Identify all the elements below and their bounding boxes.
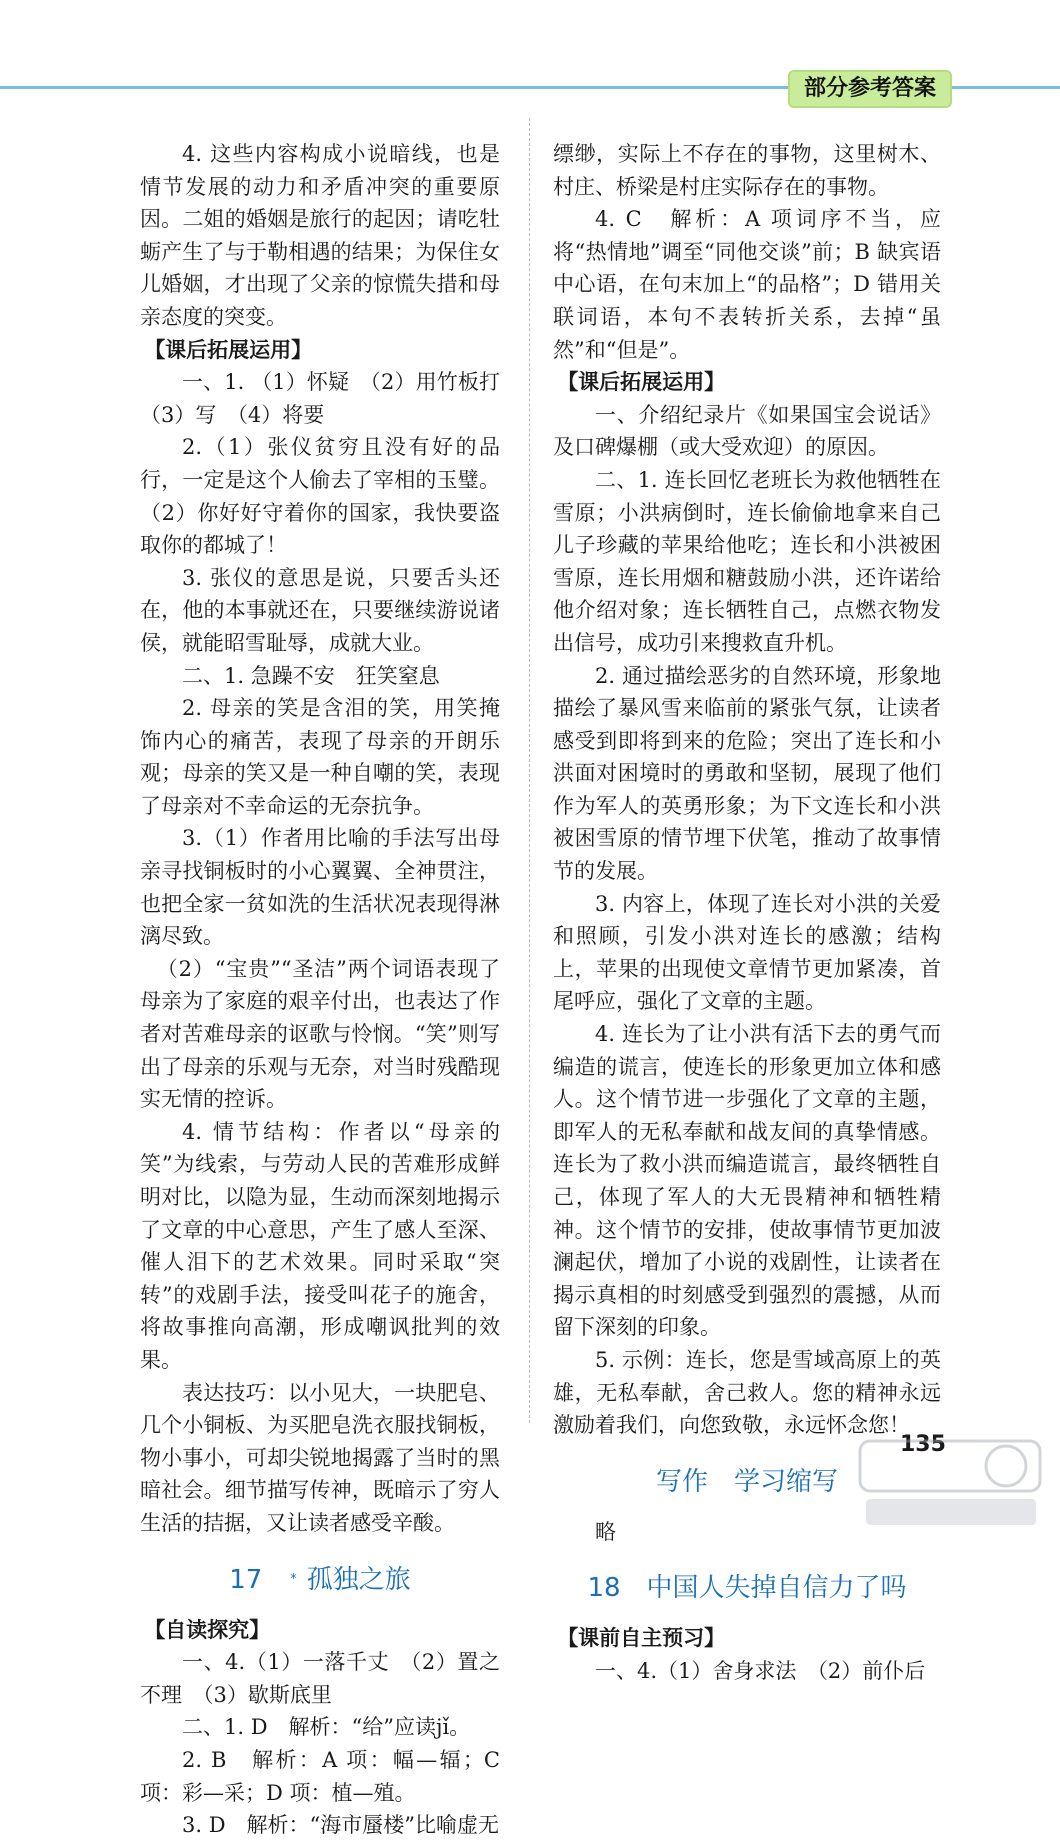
paragraph: 4. 情节结构：作者以“母亲的笑”为线索，与劳动人民的苦难形成鲜明对比，以隐为显，生动而深刻地揭示了文章的中心意思，产生了感人至深、催人泪下的艺术效果。同时采取“突转”的戏剧手法，接受叫花子的施舍，将故事推向高潮，形成嘲讽批判的效果。 xyxy=(140,1119,500,1372)
page-number: 135 xyxy=(900,1432,946,1457)
paragraph: 2. 通过描绘恶劣的自然环境，形象地描绘了暴风雪来临前的紧张气氛，让读者感受到即将到来的危险；突出了连长和小洪面对困境时的勇敢和坚韧，展现了他们作为军人的英勇形象；为下文连长和小洪被困雪原的情节埋下伏笔，推动了故事情节的发展。 xyxy=(553,663,941,884)
lesson-title-17 xyxy=(140,1562,500,1598)
paragraph: 一、4.（1）舍身求法 （2）前仆后 xyxy=(595,1658,926,1683)
paragraph: 2.（1）张仪贫穷且没有好的品行，一定是这个人偷去了宰相的玉璧。（2）你好好守着你的国家，我快要盗取你的都城了！ xyxy=(140,435,500,558)
paragraph: 一、介绍纪录片《如果国宝会说话》及口碑爆棚（或大受欢迎）的原因。 xyxy=(553,402,941,460)
paragraph: 二、1. 急躁不安 狂笑窒息 xyxy=(182,663,440,688)
paragraph: 缥缈，实际上不存在的事物，这里树木、村庄、桥梁是村庄实际存在的事物。 xyxy=(553,142,941,199)
paragraph: 3. 内容上，体现了连长对小洪的关爱和照顾，引发小洪对连长的感激；结构上，苹果的出现使文章情节更加紧凑，首尾呼应，强化了文章的主题。 xyxy=(553,891,941,1014)
paragraph: 4. 连长为了让小洪有活下去的勇气而编造的谎言，使连长的形象更加立体和感人。这个情节进一步强化了文章的主题，即军人的无私奉献和战友间的真挚情感。连长为了救小洪而编造谎言，最终牺牲自己，体现了军人的大无畏精神和牺牲精神。这个情节的安排，使故事情节更加波澜起伏，增加了小说的戏剧性，让读者在揭示真相的时刻感受到强烈的震撼，从而留下深刻的印象。 xyxy=(553,1022,941,1340)
section-heading: 【课前自主预习】 xyxy=(557,1626,726,1651)
paragraph: 2. B 解析：A 项：幅—辐；C 项：彩—采；D 项：植—殖。 xyxy=(140,1747,500,1805)
paragraph: 4. C 解析：A 项词序不当，应将“热情地”调至“同他交谈”前；B 缺宾语中心语，在句末加上“的品格”；D 错用关联词语，本句不表转折关系，去掉“虽然”和“但是”。 xyxy=(553,207,941,362)
watermark-logo xyxy=(856,1435,1046,1530)
lesson-name: 孤独之旅 xyxy=(306,1564,411,1595)
paragraph: 3.（1）作者用比喻的手法写出母亲寻找铜板时的小心翼翼、全神贯注，也把全家一贫如洗的生活状况表现得淋漓尽致。 xyxy=(140,826,500,949)
column-divider xyxy=(529,118,530,1423)
paragraph: 略 xyxy=(595,1519,616,1544)
lesson-name: 中国人失掉自信力了吗 xyxy=(646,1573,907,1604)
paragraph: （2）“宝贵”“圣洁”两个词语表现了母亲为了家庭的艰辛付出，也表达了作者对苦难母亲的讴歌与怜悯。“笑”则写出了母亲的乐观与无奈，对当时残酷现实无情的控诉。 xyxy=(140,956,500,1112)
writing-topic: 学习缩写 xyxy=(734,1466,839,1497)
section-heading: 【课后拓展运用】 xyxy=(144,337,313,362)
paragraph: 3. 张仪的意思是说，只要舌头还在，他的本事就还在，只要继续游说诸侯，就能昭雪耻辱，成就大业。 xyxy=(140,565,500,655)
paragraph: 二、1. 连长回忆老班长为救他牺牲在雪原；小洪病倒时，连长偷偷地拿来自己儿子珍藏的苹果给他吃；连长和小洪被困雪原，连长用烟和糖鼓励小洪，还许诺给他介绍对象；连长牺牲自己，点燃衣物发出信号，成功引来搜救直升机。 xyxy=(553,467,941,655)
section-badge: 部分参考答案 xyxy=(788,70,952,108)
lesson-star: * xyxy=(290,1571,297,1587)
paragraph: 4. 这些内容构成小说暗线，也是情节发展的动力和矛盾冲突的重要原因。二姐的婚姻是旅行的起因；请吃牡蛎产生了与于勒相遇的结果；为保住女儿婚姻，才出现了父亲的惊慌失措和母亲态度的突变。 xyxy=(140,142,500,329)
paragraph: 5. 示例：连长，您是雪域高原上的英雄，无私奉献，舍己救人。您的精神永远激励着我们，向您致敬，永远怀念您！ xyxy=(553,1347,941,1438)
paragraph: 一、1. （1）怀疑 （2）用竹板打（3）写 （4）将要 xyxy=(140,370,500,427)
left-column xyxy=(140,138,500,1842)
paragraph: 一、4.（1）一落千丈 （2）置之不理 （3）歇斯底里 xyxy=(140,1650,500,1707)
paragraph: 表达技巧：以小见大，一块肥皂、几个小铜板、为买肥皂洗衣服找铜板，物小事小，可却尖锐地揭露了当时的黑暗社会。细节描写传神，既暗示了穷人生活的拮据，又让读者感受辛酸。 xyxy=(140,1380,500,1535)
paragraph: 2. 母亲的笑是含泪的笑，用笑掩饰内心的痛苦，表现了母亲的开朗乐观；母亲的笑又是一种自嘲的笑，表现了母亲对不幸命运的无奈抗争。 xyxy=(140,696,500,818)
lesson-title-18 xyxy=(553,1570,941,1606)
section-heading: 【课后拓展运用】 xyxy=(557,370,726,395)
lesson-number: 18 xyxy=(587,1573,621,1604)
paragraph: 二、1. D 解析：“给”应读jǐ。 xyxy=(182,1715,471,1740)
paragraph: 3. D 解析：“海市蜃楼”比喻虚无 xyxy=(182,1813,500,1838)
lesson-number: 17 xyxy=(229,1564,263,1595)
section-heading: 【自读探究】 xyxy=(144,1617,271,1642)
writing-label: 写作 xyxy=(655,1466,708,1497)
